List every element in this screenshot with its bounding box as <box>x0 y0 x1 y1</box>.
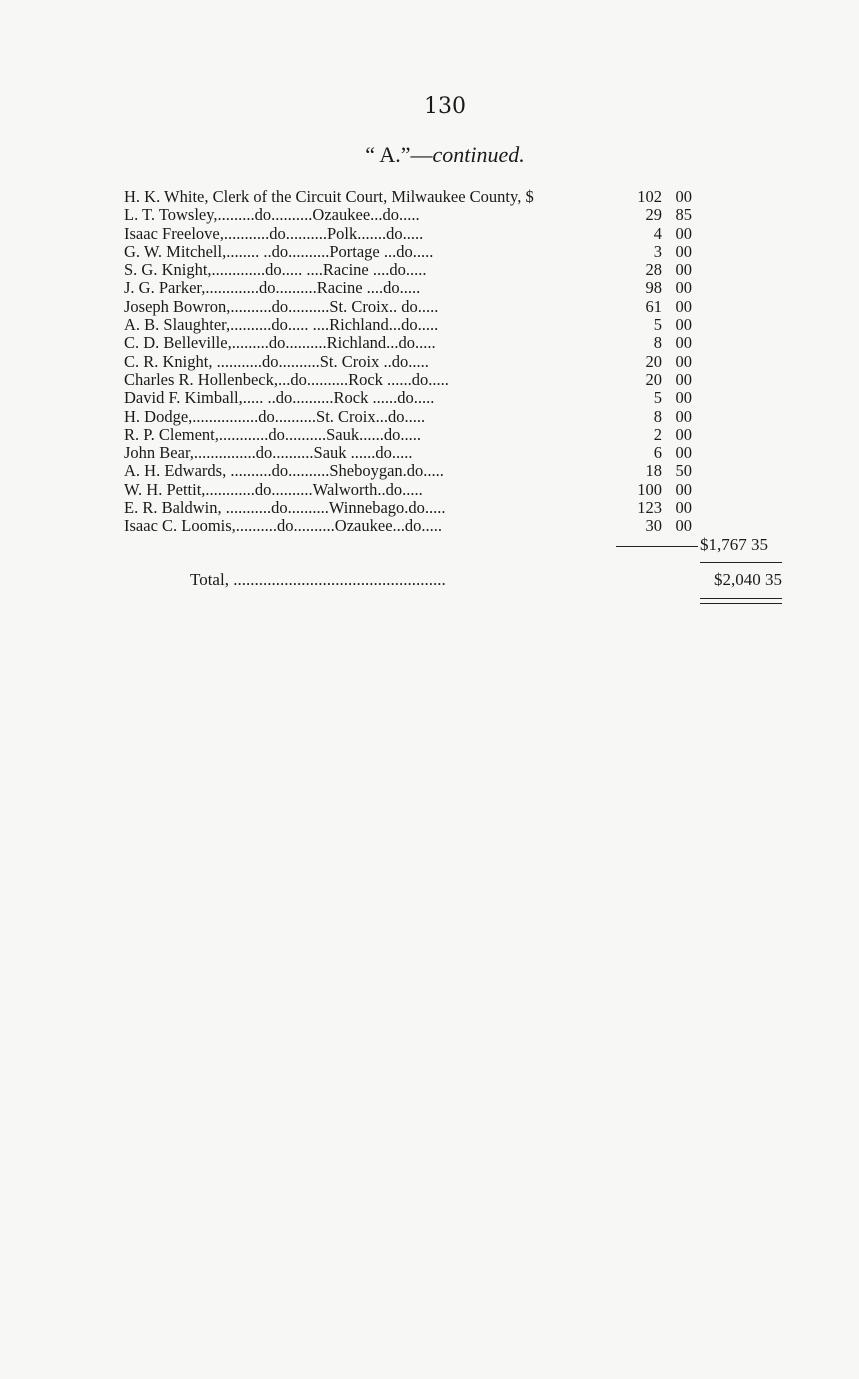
ledger-row-dollars: 102 <box>637 187 662 206</box>
ledger-row <box>124 188 724 206</box>
heading-label: “ A.”— <box>365 142 433 167</box>
ledger-row-label: David F. Kimball,..... ..do..........Rock ......do..... <box>124 388 435 408</box>
total-double-rule-bottom <box>700 603 782 604</box>
ledger-row-dollars: 8 <box>653 406 662 426</box>
ledger-row-dollars: 3 <box>653 241 662 261</box>
total-double-rule-top <box>700 598 782 599</box>
ledger-row-dollars: 20 <box>645 369 662 389</box>
ledger-row-label: G. W. Mitchell,........ ..do..........Portage ...do..... <box>124 241 434 261</box>
ledger-row-label: S. G. Knight,.............do..... ....Racine ....do..... <box>124 260 427 280</box>
ledger-row <box>124 334 724 352</box>
ledger-row <box>124 298 724 316</box>
ledger-row-cents: 00 <box>675 223 692 243</box>
ledger-row <box>124 279 724 297</box>
ledger-row <box>124 462 724 480</box>
ledger-row-label: John Bear,...............do..........Sauk ......do..... <box>124 443 413 463</box>
ledger-row-dollars: 100 <box>637 479 662 499</box>
ledger-row-dollars: 5 <box>653 315 662 335</box>
ledger-row-dollars: 18 <box>645 461 662 481</box>
ledger-row-dollars: 123 <box>637 498 662 518</box>
ledger-row-cents: 00 <box>675 479 692 499</box>
ledger-row-cents: 00 <box>675 260 692 280</box>
ledger-row-cents: 00 <box>675 315 692 335</box>
ledger-row <box>124 371 724 389</box>
ledger-row-cents: 85 <box>675 205 692 225</box>
subtotal-value: $1,767 35 <box>700 535 768 554</box>
subtotal-dash <box>616 546 698 547</box>
ledger-row-cents: 00 <box>675 187 692 206</box>
ledger-row-label: Joseph Bowron,..........do..........St. Croix.. do..... <box>124 296 439 316</box>
ledger-row-dollars: 5 <box>653 388 662 408</box>
ledger-row-cents: 50 <box>675 461 692 481</box>
ledger-row-cents: 00 <box>675 498 692 518</box>
ledger-row-cents: 00 <box>675 424 692 444</box>
ledger-row <box>124 353 724 371</box>
ledger-entries <box>124 188 724 536</box>
ledger-row-label: C. D. Belleville,.........do..........Richland...do..... <box>124 333 436 353</box>
page-number: 130 <box>424 94 466 119</box>
ledger-row <box>124 389 724 407</box>
ledger-row-dollars: 29 <box>645 205 662 225</box>
total-value: $2,040 35 <box>714 570 782 589</box>
ledger-row-label: H. K. White, Clerk of the Circuit Court, Milwaukee County, $ <box>124 187 534 206</box>
ledger-row-cents: 00 <box>675 369 692 389</box>
ledger-row-label: A. H. Edwards, ..........do..........Sheboygan.do..... <box>124 461 444 481</box>
ledger-row-dollars: 8 <box>653 333 662 353</box>
ledger-row-dollars: 61 <box>645 296 662 316</box>
ledger-row-cents: 00 <box>675 516 692 536</box>
ledger-row-cents: 00 <box>675 333 692 353</box>
ledger-row-dollars: 6 <box>653 443 662 463</box>
ledger-row-label: Charles R. Hollenbeck,...do..........Rock ......do..... <box>124 369 449 389</box>
ledger-row-label: Isaac Freelove,...........do..........Polk.......do..... <box>124 223 424 243</box>
ledger-row <box>124 316 724 334</box>
ledger-row-label: L. T. Towsley,.........do..........Ozaukee...do..... <box>124 205 420 225</box>
ledger-row-cents: 00 <box>675 388 692 408</box>
ledger-row-cents: 00 <box>675 443 692 463</box>
ledger-row-cents: 00 <box>675 241 692 261</box>
ledger-row-dollars: 28 <box>645 260 662 280</box>
heading-continued: continued. <box>432 142 525 167</box>
ledger-row-label: E. R. Baldwin, ...........do..........Winnebago.do..... <box>124 498 446 518</box>
ledger-row <box>124 206 724 224</box>
ledger-row-label: C. R. Knight, ...........do..........St. Croix ..do..... <box>124 351 429 371</box>
ledger-row <box>124 517 724 535</box>
ledger-row-label: A. B. Slaughter,..........do..... ....Richland...do..... <box>124 315 439 335</box>
ledger-row-cents: 00 <box>675 296 692 316</box>
ledger-row-dollars: 20 <box>645 351 662 371</box>
subtotal-rule <box>700 562 782 563</box>
ledger-row-label: H. Dodge,................do..........St. Croix...do..... <box>124 406 426 426</box>
ledger-row-label: R. P. Clement,............do..........Sauk......do..... <box>124 424 422 444</box>
ledger-row-dollars: 30 <box>645 516 662 536</box>
total-label: Total, .................................................. <box>190 570 446 589</box>
ledger-row <box>124 225 724 243</box>
ledger-row-dollars: 98 <box>645 278 662 298</box>
ledger-row <box>124 499 724 517</box>
ledger-row-label: Isaac C. Loomis,..........do..........Ozaukee...do..... <box>124 516 443 536</box>
ledger-row <box>124 243 724 261</box>
ledger-row-dollars: 2 <box>653 424 662 444</box>
ledger-row-dollars: 4 <box>653 223 662 243</box>
ledger-row <box>124 408 724 426</box>
ledger-row-cents: 00 <box>675 278 692 298</box>
ledger-row-label: J. G. Parker,.............do..........Racine ....do..... <box>124 278 421 298</box>
ledger-row <box>124 426 724 444</box>
page-heading <box>0 142 859 168</box>
ledger-row-cents: 00 <box>675 351 692 371</box>
ledger-row <box>124 444 724 462</box>
ledger-row-cents: 00 <box>675 406 692 426</box>
subtotal-row <box>616 535 782 555</box>
ledger-row <box>124 481 724 499</box>
ledger-row-label: W. H. Pettit,............do..........Walworth..do..... <box>124 479 423 499</box>
ledger-row <box>124 261 724 279</box>
